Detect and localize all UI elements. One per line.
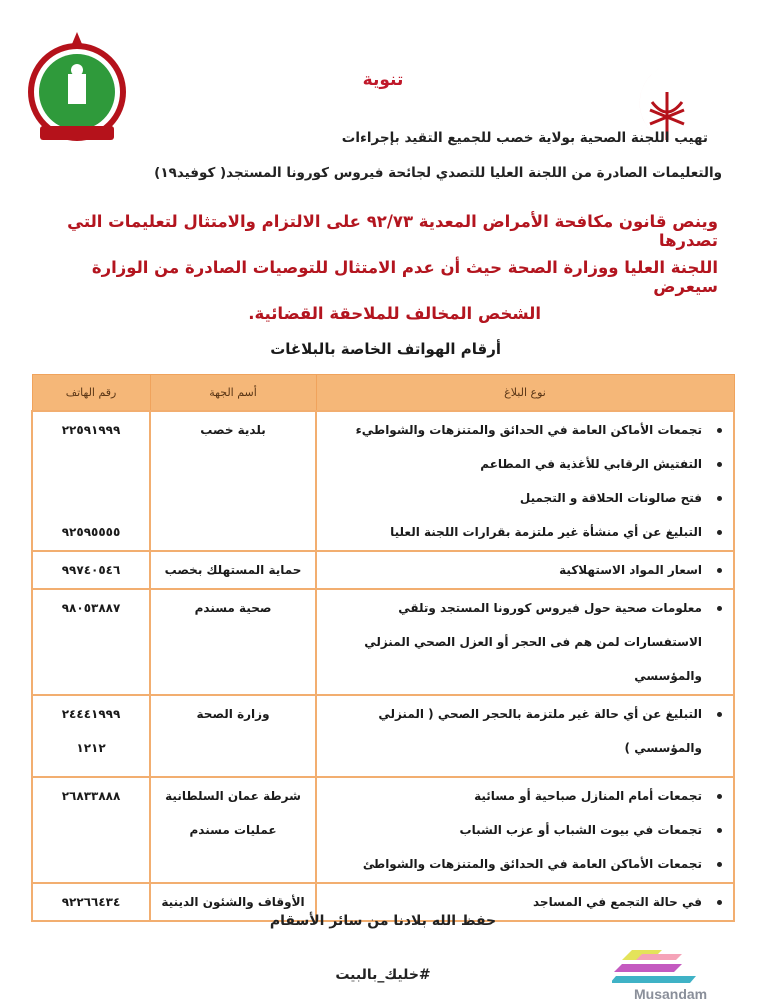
warning-line-2: اللجنة العليا ووزارة الصحة حيث أن عدم الامتثال للتوصيات الصادرة من الوزارة سيعرض bbox=[91, 258, 718, 296]
phone-number: ٩٢٢٦٦٤٣٤ bbox=[61, 895, 121, 909]
entity-name: الأوقاف والشئون الدينية bbox=[161, 895, 305, 909]
table-row bbox=[32, 589, 734, 695]
entity-name: عمليات مسندم bbox=[189, 823, 277, 837]
list-item: في حالة التجمع في المساجد bbox=[318, 885, 702, 919]
report-types bbox=[316, 551, 734, 589]
header-report-type: نوع البلاغ bbox=[316, 375, 734, 412]
report-types bbox=[316, 411, 734, 551]
report-types bbox=[316, 695, 734, 777]
watermark-text: Musandam bbox=[634, 986, 708, 1002]
header-phone: رقم الهاتف bbox=[32, 375, 150, 412]
entity-name: بلدية خصب bbox=[200, 423, 266, 437]
phone-cell bbox=[32, 695, 150, 777]
entity-cell bbox=[150, 551, 316, 589]
list-item: فتح صالونات الحلاقة و التجميل bbox=[318, 481, 702, 515]
page-title: تنوية bbox=[362, 70, 404, 90]
list-item: تجمعات أمام المنازل صباحية أو مسائية bbox=[318, 779, 702, 813]
list-item: تجمعات الأماكن العامة في الحدائق والمتنزهات والشواطئ bbox=[318, 847, 702, 881]
list-item: التبليغ عن أي منشأة غير ملتزمة بقرارات اللجنة العليا bbox=[318, 515, 702, 549]
table-row bbox=[32, 695, 734, 777]
entity-cell bbox=[150, 777, 316, 883]
table-row bbox=[32, 411, 734, 551]
entity-name: صحية مسندم bbox=[194, 601, 272, 615]
header-entity: أسم الجهة bbox=[150, 375, 316, 412]
list-item: التفتيش الرقابي للأغذية في المطاعم bbox=[318, 447, 702, 481]
entity-cell bbox=[150, 695, 316, 777]
intro-line-2: والتعليمات الصادرة من اللجنة العليا للتصدي لجائحة فيروس كورونا المستجد( كوفيد١٩) bbox=[154, 165, 722, 181]
stay-home-hashtag: #خليك_بالبيت bbox=[335, 967, 431, 983]
list-item: التبليغ عن أي حالة غير ملتزمة بالحجر الصحي ( المنزلي والمؤسسي ) bbox=[318, 697, 702, 765]
report-types bbox=[316, 777, 734, 883]
intro-line-1: تهيب اللجنة الصحية بولاية خصب للجميع التقيد بإجراءات bbox=[341, 130, 708, 146]
list-item: تجمعات في بيوت الشباب أو عزب الشباب bbox=[318, 813, 702, 847]
entity-name: شرطة عمان السلطانية bbox=[165, 789, 301, 803]
phone-number: ٩٢٥٩٥٥٥٥ bbox=[61, 525, 121, 539]
entity-name: حماية المستهلك بخصب bbox=[164, 563, 302, 577]
reports-table bbox=[31, 374, 735, 922]
table-header-row bbox=[32, 375, 734, 412]
phone-number: ١٢١٢ bbox=[76, 741, 106, 755]
table-row bbox=[32, 551, 734, 589]
phone-cell bbox=[32, 551, 150, 589]
entity-cell bbox=[150, 589, 316, 695]
phone-cell bbox=[32, 411, 150, 551]
phone-number: ٢٤٤٤١٩٩٩ bbox=[61, 707, 121, 721]
entity-cell bbox=[150, 411, 316, 551]
phone-cell bbox=[32, 777, 150, 883]
phone-number: ٢٢٥٩١٩٩٩ bbox=[61, 423, 121, 437]
closing-prayer: حفظ الله بلادنا من سائر الأسقام bbox=[269, 913, 497, 929]
phone-cell bbox=[32, 589, 150, 695]
table-row bbox=[32, 777, 734, 883]
list-item: اسعار المواد الاستهلاكية bbox=[318, 553, 702, 587]
phone-number: ٩٨٠٥٣٨٨٧ bbox=[61, 601, 121, 615]
warning-line-1: وينص قانون مكافحة الأمراض المعدية ٩٢/٧٣ على الالتزام والامتثال لتعليمات التي تصدرها bbox=[67, 212, 718, 250]
phones-section-title: أرقام الهواتف الخاصة بالبلاغات bbox=[270, 340, 501, 358]
phone-number: ٩٩٧٤٠٥٤٦ bbox=[61, 563, 121, 577]
phone-number: ٢٦٨٣٣٨٨٨ bbox=[61, 789, 121, 803]
list-item: معلومات صحية حول فيروس كورونا المستجد وتلقي الاستفسارات لمن هم فى الحجر أو العزل الصحي المنزلي والمؤسسي bbox=[318, 591, 702, 693]
entity-name: وزارة الصحة bbox=[196, 707, 270, 721]
list-item: تجمعات الأماكن العامة في الحدائق والمتنزهات والشواطيء bbox=[318, 413, 702, 447]
report-types bbox=[316, 589, 734, 695]
warning-line-3: الشخص المخالف للملاحقة القضائية. bbox=[248, 304, 541, 323]
